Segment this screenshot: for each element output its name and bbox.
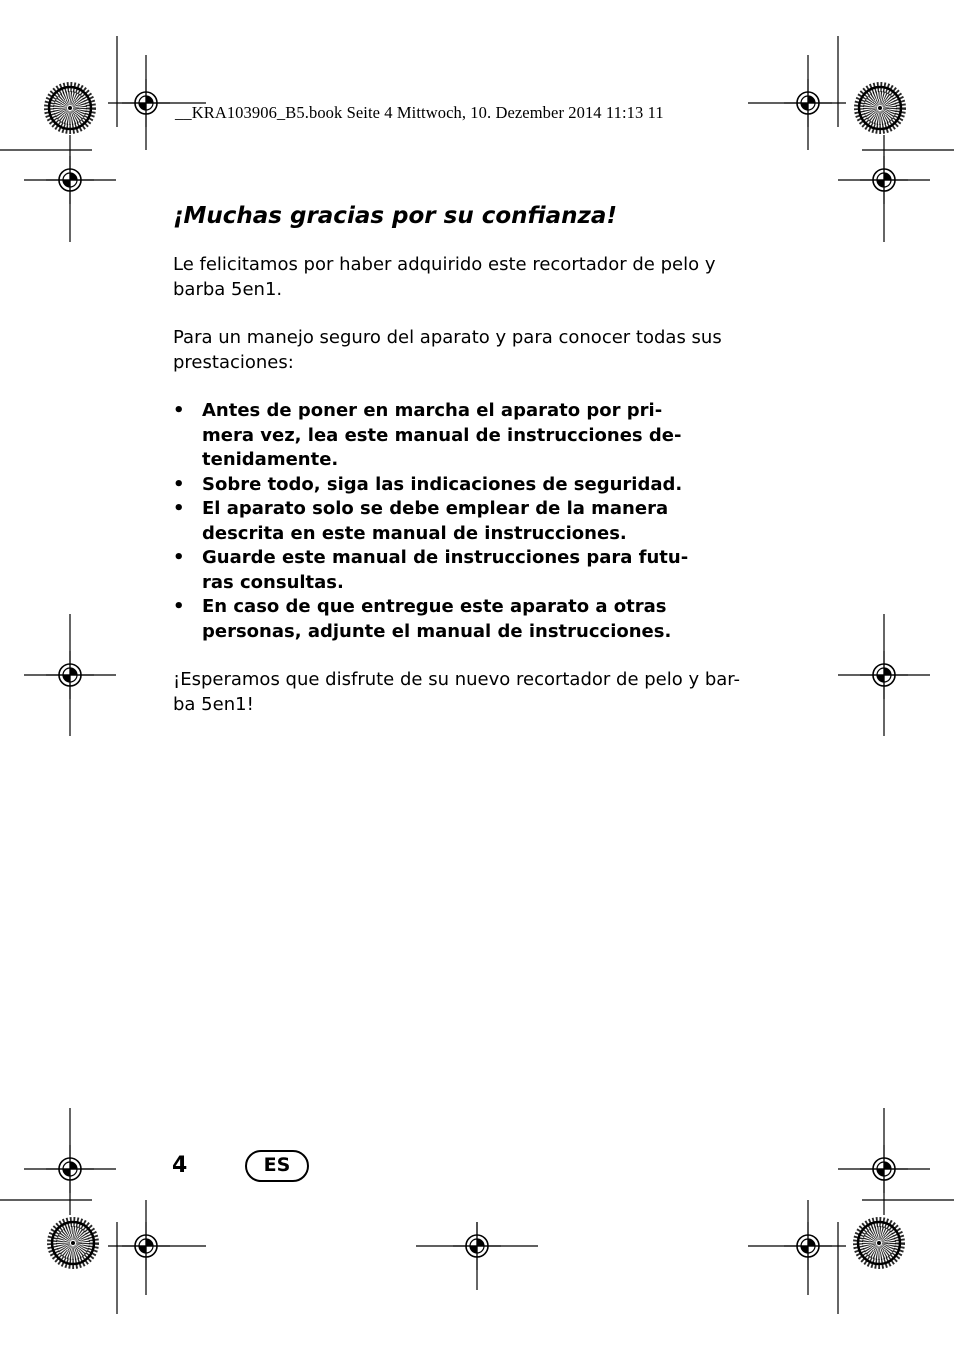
registration-mark-icon xyxy=(860,651,908,699)
text-line: ¡Esperamos que disfrute de su nuevo recortador de pelo y bar- xyxy=(173,669,741,690)
text-line: En caso de que entregue este aparato a otras xyxy=(202,596,667,617)
bullet-icon: • xyxy=(173,473,185,495)
registration-mark-icon xyxy=(46,651,94,699)
intro-paragraph xyxy=(173,253,723,302)
print-file-info: __KRA103906_B5.book Seite 4 Mittwoch, 10. Dezember 2014 11:13 11 xyxy=(175,103,664,122)
closing-paragraph xyxy=(173,668,741,717)
text-line: mera vez, lea este manual de instrucciones de- xyxy=(202,424,682,446)
text-line: Guarde este manual de instrucciones para futu- xyxy=(202,547,689,568)
starburst-mark-icon xyxy=(49,87,91,129)
usage-paragraph xyxy=(173,326,723,375)
text-line: Antes de poner en marcha el aparato por pri- xyxy=(202,400,663,421)
list-item xyxy=(173,546,723,595)
page-content xyxy=(173,196,741,717)
registration-mark-icon xyxy=(453,1222,501,1270)
text-line: personas, adjunte el manual de instrucciones. xyxy=(202,620,672,642)
text-line: prestaciones: xyxy=(173,351,294,373)
text-line: Sobre todo, siga las indicaciones de seguridad. xyxy=(202,473,683,495)
text-line: tenidamente. xyxy=(202,449,339,470)
text-line: barba 5en1. xyxy=(173,278,283,300)
text-line: Para un manejo seguro del aparato y para conocer todas sus xyxy=(173,327,722,348)
bullet-icon: • xyxy=(173,547,185,568)
registration-mark-icon xyxy=(860,1145,908,1193)
bullet-icon: • xyxy=(173,596,185,617)
starburst-mark-icon xyxy=(52,1222,94,1264)
registration-mark-icon xyxy=(784,1222,832,1270)
list-item xyxy=(173,399,723,473)
registration-mark-icon xyxy=(784,79,832,127)
registration-mark-icon xyxy=(860,156,908,204)
page-number: 4 xyxy=(172,1153,188,1178)
starburst-mark-icon xyxy=(859,87,901,129)
text-line: Le felicitamos por haber adquirido este recortador de pelo y xyxy=(173,254,716,275)
page-title: ¡Muchas gracias por su confianza! xyxy=(173,203,617,229)
list-item xyxy=(173,473,723,498)
language-badge: ES xyxy=(245,1150,309,1182)
bullet-icon: • xyxy=(173,400,185,421)
registration-mark-icon xyxy=(122,1222,170,1270)
text-line: descrita en este manual de instrucciones. xyxy=(202,522,627,544)
text-line: ba 5en1! xyxy=(173,693,254,715)
registration-mark-icon xyxy=(122,79,170,127)
list-item xyxy=(173,595,723,644)
instruction-list xyxy=(173,399,723,644)
text-line: El aparato solo se debe emplear de la manera xyxy=(202,498,669,519)
registration-mark-icon xyxy=(46,156,94,204)
bullet-icon: • xyxy=(173,498,185,519)
registration-mark-icon xyxy=(46,1145,94,1193)
starburst-mark-icon xyxy=(858,1222,900,1264)
text-line: ras consultas. xyxy=(202,571,344,593)
list-item xyxy=(173,497,723,546)
